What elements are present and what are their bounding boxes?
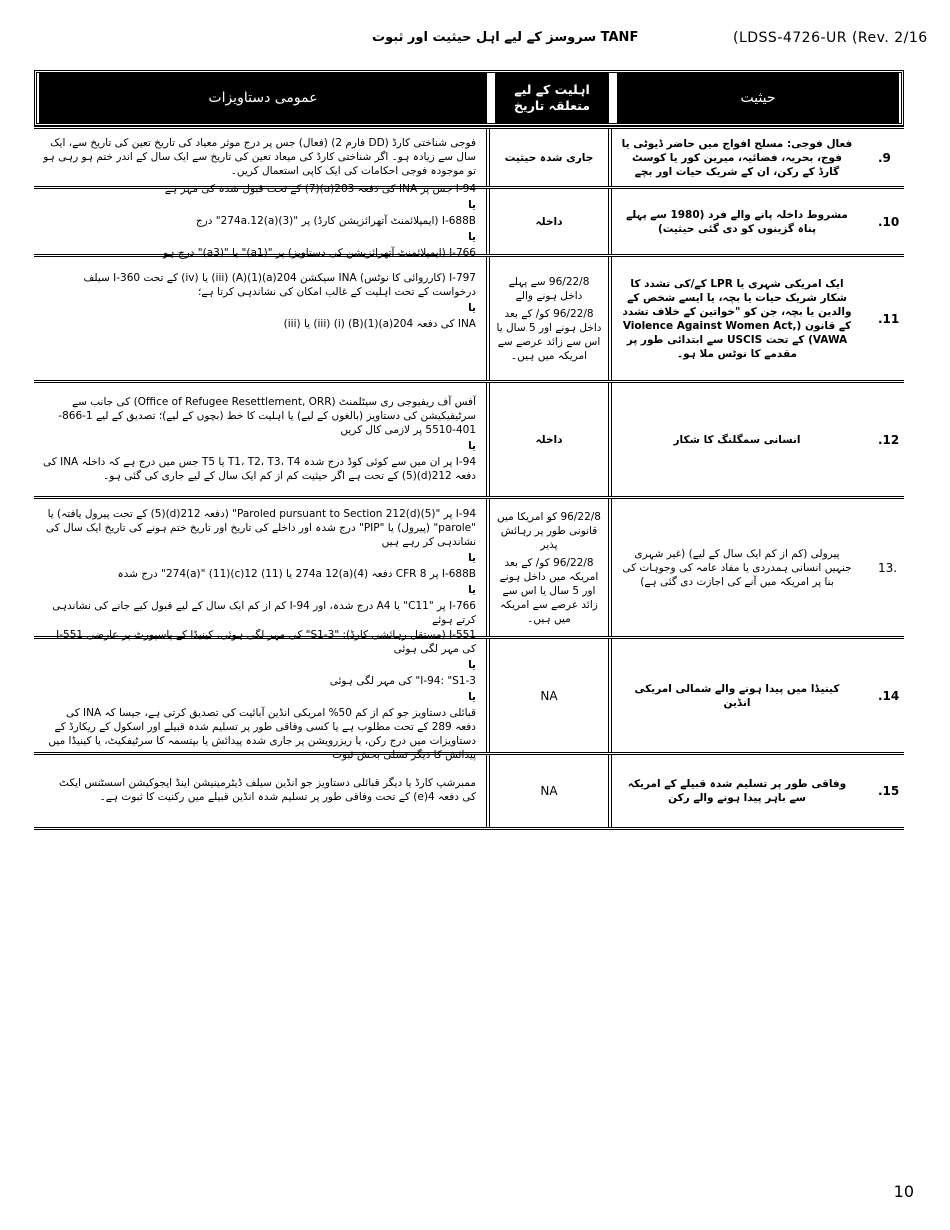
docs-cell [34,257,486,380]
status-cell: فعال فوجی: مسلح افواج میں حاضر ڈیوٹی یا فوج، بحریہ، فضائیہ، میرین کور یا کوسٹ گارڈ کے رکن، ان کے شریک حیات اور بچے [621,137,853,178]
docs-cell [34,129,486,186]
date-cell: داخلہ [535,215,563,228]
date-cell: NA [540,688,558,703]
header-docs: عمومی دستاویزات [39,73,487,123]
date-cell: داخلہ [535,433,563,446]
date-cell: NA [540,784,558,798]
doc-or: یا [468,439,476,452]
table-row [34,752,904,830]
row-number: 13. [878,560,898,575]
status-cell: ایک امریکی شہری یا LPR کے/کی تشدد کا شکار شریک حیات یا بچہ، یا ایسے شخص کے والدین یا بچہ، جن کو "خواتین کے خلاف تشدد کے قانون (Violence Against Women Act, VAWA) کے تحت USCIS سے ابتدائی طور پر مقدمے کا نوٹس ملا ہو۔ [622,277,852,360]
status-cell: وفاقی طور پر تسلیم شدہ قبیلے کے امریکہ سے باہر پیدا ہونے والے رکن [627,778,847,804]
row-number: .15 [878,784,900,798]
doc-text: I-94 پر "Paroled pursuant to Section 212(d)(5)" (دفعہ 212(d)(5) کے تحت پیرول یافتہ) یا "parole" (پیرول) یا "PIP" درج شدہ اور داخلے کی تاریخ اور تاریخ ختم ہونے کی تاریخ ایک سال کی نشاندہی کر رہے ہیں [46,507,476,548]
doc-or: یا [468,690,476,703]
docs-cell [34,628,486,761]
header-status: حیثیت [617,73,899,123]
status-cell: انسانی سمگلنگ کا شکار [673,433,801,446]
table-row [34,380,904,496]
docs-cell [34,755,486,827]
row-number: .14 [878,688,900,703]
page-title: TANF سروسز کے لیے اہل حیثیت اور ثبوت [372,30,639,45]
doc-or: یا [468,198,476,211]
docs-cell [34,182,486,259]
doc-text: قبائلی دستاویز جو کم از کم 50% امریکی انڈین آبائیت کی تصدیق کرتی ہے، جیسا کہ INA کی دفعہ 289 کے تحت مطلوب ہے یا کسی وفاقی طور پر تسلیم شدہ قبیلے اور اسکول کے ریکارڈ کے دستاویزات میں درج رکن، یا ریزرویشن پر جاری شدہ پیدائش یا بپتسمہ کا سرٹیفکیٹ، یا کینیڈا میں پیدائش کا دیگر تسلی بخش ثبوت [48,706,476,761]
date-part: 96/22/8 کو/ کے بعد داخل ہونے اور 5 سال یا اس سے زائد عرصے سے امریکہ میں ہیں۔ [496,307,602,362]
form-id: (LDSS-4726-UR (Rev. 2/16 [733,30,928,46]
page-number: 10 [893,1182,914,1201]
doc-text: I-797 (کارروائی کا نوٹس) INA سیکشن 204(a)(1)(A) (iii) یا (iv) کے تحت I-360 سیلف درخواست کے تحت اہلیت کے غالب امکان کی نشاندہی کرتا ہے؛ [83,272,476,298]
date-part: 96/22/8 سے پہلے داخل ہونے والے [508,275,590,302]
doc-text: I-766 پر "C11" یا A4 درج شدہ، اور I-94 کم از کم ایک سال کے لیے قبول کیے جانے کی نشاندہی کرتے ہوئے [52,599,476,626]
date-part: 96/22/8 کو/ کے بعد امریکہ میں داخل ہونے اور 5 سال یا اس سے زائد عرصے سے امریکہ میں ہیں۔ [499,556,599,625]
doc-text: آفس آف ریفیوجی ری سیٹلمنٹ (Office of Refugee Resettlement, ORR) کی جانب سے سرٹیفیکیشن کی دستاویز (بالغوں کے لیے) یا اہلیت کا خط (بچوں کے لیے)؛ تصدیق کے لیے 1-866-401-5510 پر لازمی کال کریں [58,395,476,436]
status-cell: کینیڈا میں پیدا ہونے والے شمالی امریکی انڈین [634,682,840,709]
header-date: اہلیت کے لیے متعلقہ تاریخ [495,73,609,123]
table-row [34,496,904,636]
doc-text: ممبرشپ کارڈ یا دیگر قبائلی دستاویز جو انڈین سیلف ڈیٹرمینیشن اینڈ ایجوکیشن اسسٹنس ایکٹ کی دفعہ 4(e) کے تحت وفاقی طور پر تسلیم شدہ انڈین قبیلے میں رکنیت کا ثبوت ہے۔ [59,777,476,803]
doc-text: I-688B (ایمپلائمنٹ آتھرائزیشن کارڈ) پر "274a.12(a)(3)" درج [195,214,476,227]
row-number: .11 [878,311,900,326]
doc-text: I-688B پر 8 CFR دفعہ 274a 12(a)(4) یا (11) 12(c)(11) "274(a)" درج شدہ [117,567,476,580]
date-cell: جاری شدہ حیثیت [504,151,594,164]
doc-text: INA کی دفعہ 204(a)(1)(B) (i) (iii) یا (iii) [283,318,476,330]
table-row [34,182,904,259]
table-row [34,254,904,380]
date-part: 96/22/8 کو امریکا میں قانونی طور پر رہائش پذیر [497,510,601,551]
docs-cell [34,383,486,496]
row-number: .9 [878,150,891,165]
status-cell: پیرولی (کم از کم ایک سال کے لیے) (غیر شہری جنہیں انسانی ہمدردی یا مفاد عامہ کی وجوہات کی بنا پر امریکہ میں آنے کی اجازت دی گئی ہے) [622,547,852,588]
doc-text: I-94 جس پر INA کی دفعہ 203(a)(7) کے تحت قبول شدہ کی مہر ہے [164,182,476,195]
table-header [34,70,904,126]
doc-text: I-551 (مستقل رہائشی کارڈ): "S1-3" کی مہر لگی ہوئی، کینیڈا کے پاسپورٹ پر عارضی I-551 کی مہر لگی ہوئی [56,628,476,655]
date-cell [490,499,608,636]
doc-text: I-94 پر ان میں سے کوئی کوڈ درج شدہ T1، T2، T3، T4 یا T5 جس میں درج ہے کہ داخلہ INA کی دفعہ 212(d)(5) کے تحت ہے اگر حیثیت کم از کم ایک سال کے لیے جاری کی گئی ہو۔ [43,455,476,482]
doc-text: فوجی شناختی کارڈ (DD فارم 2) (فعال) جس پر درج موثر معیاد کی تاریخ تعین کی تاریخ سے، ایک سال سے زیادہ ہو۔ اگر شناختی کارڈ کی میعاد تعین کی تاریخ سے ایک سال کے اندر ختم ہو رہی ہو تو موجودہ فوجی احکامات کی ایک کاپی استعمال کریں۔ [43,136,476,177]
doc-text: I-766 (ایمپلائمنٹ آتھرائزیشن کی دستاویز) پر "(a1)" یا "(a3)" درج ہو [163,246,476,259]
date-cell [490,257,608,380]
doc-or: یا [468,302,476,314]
doc-or: یا [468,583,476,596]
table-row [34,126,904,186]
table-row [34,628,904,761]
status-cell: مشروط داخلہ پانے والے فرد (1980 سے پہلے پناہ گزینوں کو دی گئی حیثیت) [626,208,848,235]
doc-or: یا [468,551,476,564]
row-number: .12 [878,432,900,447]
row-number: .10 [878,214,900,229]
docs-cell [34,499,486,636]
doc-text: I-94: "S1-3" کی مہر لگی ہوئی [329,674,476,687]
doc-or: یا [468,230,476,243]
doc-or: یا [468,658,476,671]
